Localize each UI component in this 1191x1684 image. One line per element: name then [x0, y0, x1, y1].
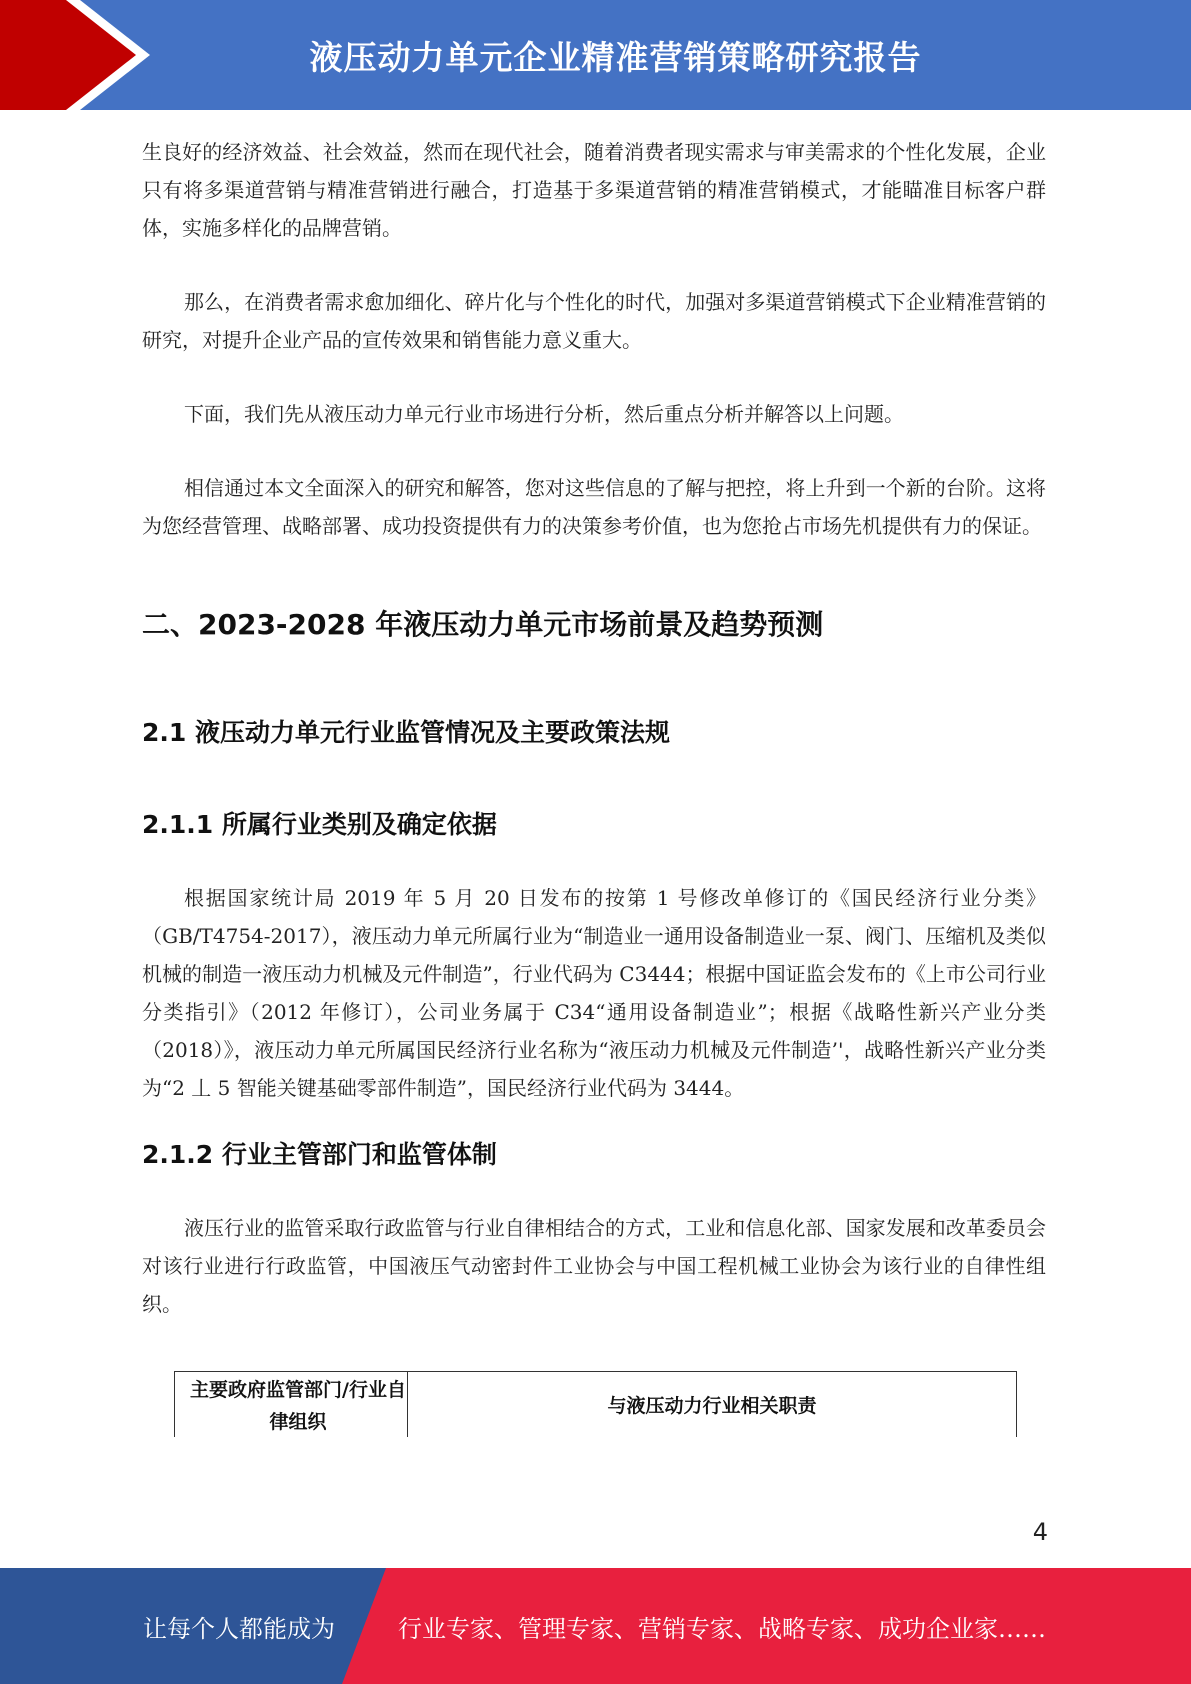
report-title: 液压动力单元企业精准营销策略研究报告	[309, 37, 922, 77]
subsection-heading-2-1-1: 2.1.1 所属行业类别及确定依据	[142, 810, 497, 839]
page-number: 4	[1032, 1518, 1048, 1546]
document-body	[142, 133, 1046, 1359]
footer-slogan-left: 让每个人都能成为	[143, 1614, 335, 1643]
intro-paragraph-3: 下面，我们先从液压动力单元行业市场进行分析，然后重点分析并解答以上问题。	[184, 402, 904, 426]
footer-slogan-right: 行业专家、管理专家、营销专家、战略专家、成功企业家……	[398, 1614, 1046, 1643]
regulation-paragraph: 液压行业的监管采取行政监管与行业自律相结合的方式，工业和信息化部、国家发展和改革委员会对该行业进行行政监管，中国液压气动密封件工业协会与中国工程机械工业协会为该行业的自律性组织。	[142, 1216, 1046, 1316]
intro-paragraph-4: 相信通过本文全面深入的研究和解答，您对这些信息的了解与把控，将上升到一个新的台阶。这将为您经营管理、战略部署、成功投资提供有力的决策参考价值，也为您抢占市场先机提供有力的保证。	[142, 476, 1046, 538]
intro-paragraph-2: 那么，在消费者需求愈加细化、碎片化与个性化的时代，加强对多渠道营销模式下企业精准营销的研究，对提升企业产品的宣传效果和销售能力意义重大。	[142, 290, 1046, 352]
subsection-heading-2-1: 2.1 液压动力单元行业监管情况及主要政策法规	[142, 718, 670, 747]
industry-classification-paragraph: 根据国家统计局 2019 年 5 月 20 日发布的按第 1 号修改单修订的《国民经济行业分类》（GB/T4754-2017），液压动力单元所属行业为“制造业一通用设备制造业一泵、阀门、压缩机及类似机械的制造一液压动力机械及元件制造”，行业代码为 C3444；根据中国证监会发布的《上市公司行业分类指引》（2012 年修订），公司业务属于 C34“通用设备制造业”；根据《战略性新兴产业分类（2018）》，液压动力单元所属国民经济行业名称为“液压动力机械及元件制造’'，战略性新兴产业分类为“2 丄 5 智能关键基础零部件制造”，国民经济行业代码为 3444。	[142, 886, 1046, 1100]
page-footer	[0, 1568, 1191, 1684]
intro-paragraph-1: 生良好的经济效益、社会效益，然而在现代社会，随着消费者现实需求与审美需求的个性化发展，企业只有将多渠道营销与精准营销进行融合，打造基于多渠道营销的精准营销模式，才能瞄准目标客户群体，实施多样化的品牌营销。	[142, 140, 1046, 240]
header-arrow-icon	[0, 0, 136, 110]
section-heading-2: 二、2023-2028 年液压动力单元市场前景及趋势预测	[142, 608, 824, 641]
page-header	[0, 0, 1191, 110]
table-header-duties: 与液压动力行业相关职责	[607, 1395, 817, 1417]
table-header-regulator: 主要政府监管部门/行业自律组织	[175, 1372, 408, 1437]
subsection-heading-2-1-2: 2.1.2 行业主管部门和监管体制	[142, 1140, 497, 1169]
regulators-table-header	[174, 1371, 1017, 1437]
